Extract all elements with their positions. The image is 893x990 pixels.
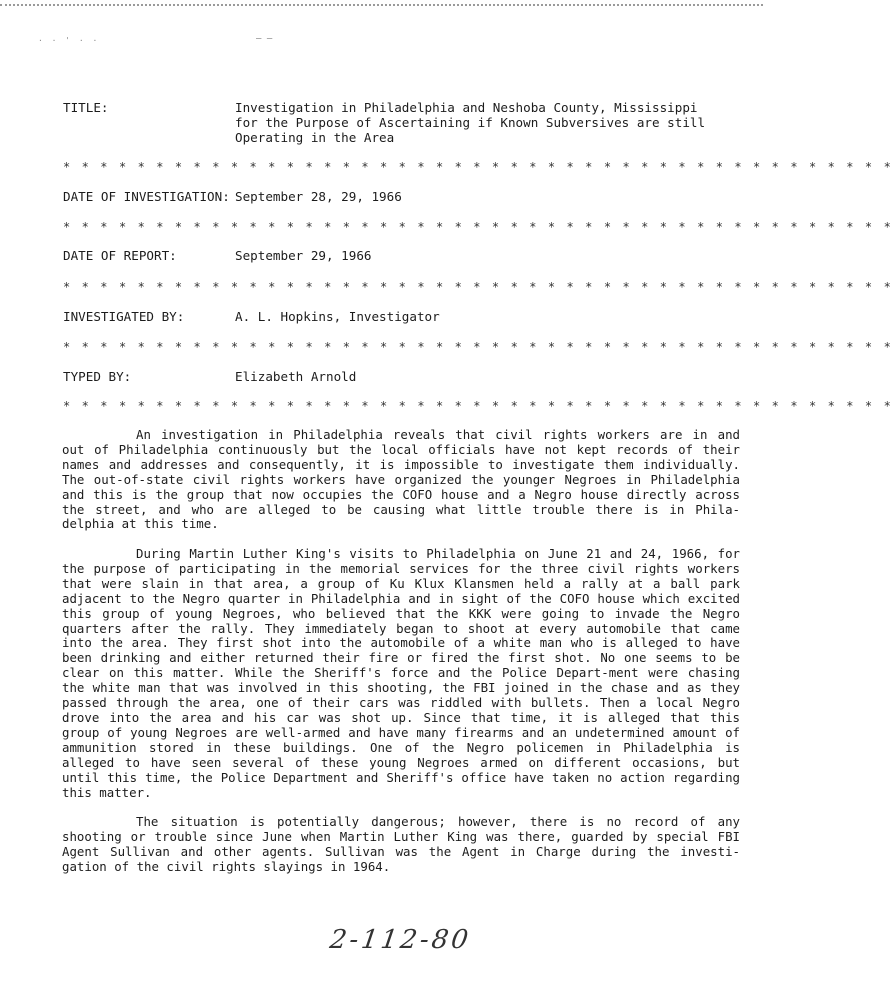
date-of-investigation-label: DATE OF INVESTIGATION: [63, 189, 230, 204]
date-of-report-label: DATE OF REPORT: [63, 248, 177, 263]
scan-specks: – – [256, 34, 273, 44]
body-paragraph: The situation is potentially dangerous; however, there is no record of any shooting or trouble since June when Martin Luther King was there, guarded by special FBI Agent Sullivan and other agents. Sullivan was the Agent in Charge during the investi-gation of the civil rights slayings in 1964. [62, 814, 740, 874]
date-of-report-value: September 29, 1966 [235, 248, 372, 263]
typed-by-label: TYPED BY: [63, 369, 132, 384]
investigated-by-value: A. L. Hopkins, Investigator [235, 309, 440, 324]
separator: * * * * * * * * * * * * * * * * * * * * * * * * * * * * * * * * * * * * * * * * * * * * * [63, 340, 893, 354]
investigated-by-label: INVESTIGATED BY: [63, 309, 185, 324]
title-label: TITLE: [63, 100, 109, 115]
body-paragraph: During Martin Luther King's visits to Philadelphia on June 21 and 24, 1966, for the purpose of participating in the memorial services for the three civil rights workers that were slain in that area, a group of Ku Klux Klansmen held a rally at a ball park adjacent to the Negro quarter in Philadelphia and in sight of the COFO house which excited this group of young Negroes, who believed that the KKK were going to invade the Negro quarters after the rally. They immediately began to shoot at every automobile that came into the area. They first shot into the automobile of a white man who is alleged to have been drinking and either returned their fire or fired the first shot. No one seems to be clear on this matter. While the Sheriff's force and the Police Depart-ment were chasing the white man that was involved in this shooting, the FBI joined in the chase and as they passed through the area, one of their cars was riddled with bullets. Then a local Negro drove into the area and his car was shot up. Since that time, it is alleged that this group of young Negroes are well-armed and have many firearms and an undetermined amount of ammunition stored in these buildings. One of the Negro policemen in Philadelphia is alleged to have seen several of these young Negroes armed on different occasions, but until this time, the Police Department and Sheriff's office have taken no action regarding this matter. [62, 546, 740, 800]
separator: * * * * * * * * * * * * * * * * * * * * * * * * * * * * * * * * * * * * * * * * * * * * * [63, 220, 893, 234]
separator: * * * * * * * * * * * * * * * * * * * * * * * * * * * * * * * * * * * * * * * * * * * * * [63, 160, 893, 174]
title-value: Investigation in Philadelphia and Neshoba County, Mississippi for the Purpose of Ascertaining if Known Subversives are still Operating in the Area [235, 100, 706, 145]
date-of-investigation-value: September 28, 29, 1966 [235, 189, 402, 204]
body-paragraph: An investigation in Philadelphia reveals that civil rights workers are in and out of Philadelphia continuously but the local officials have not kept records of their names and addresses and consequently, it is impossible to investigate them individually. The out-of-state civil rights workers have organized the younger Negroes in Philadelphia and this is the group that now occupies the COFO house and a Negro house directly across the street, and who are alleged to be causing what little trouble there is in Phila-delphia at this time. [62, 427, 740, 532]
separator: * * * * * * * * * * * * * * * * * * * * * * * * * * * * * * * * * * * * * * * * * * * * * [63, 399, 893, 413]
separator: * * * * * * * * * * * * * * * * * * * * * * * * * * * * * * * * * * * * * * * * * * * * * [63, 280, 893, 294]
scan-top-edge [0, 4, 763, 6]
handwritten-file-number: 2-112-80 [327, 925, 473, 955]
scan-specks: · · ' · · [38, 36, 100, 45]
typed-by-value: Elizabeth Arnold [235, 369, 357, 384]
